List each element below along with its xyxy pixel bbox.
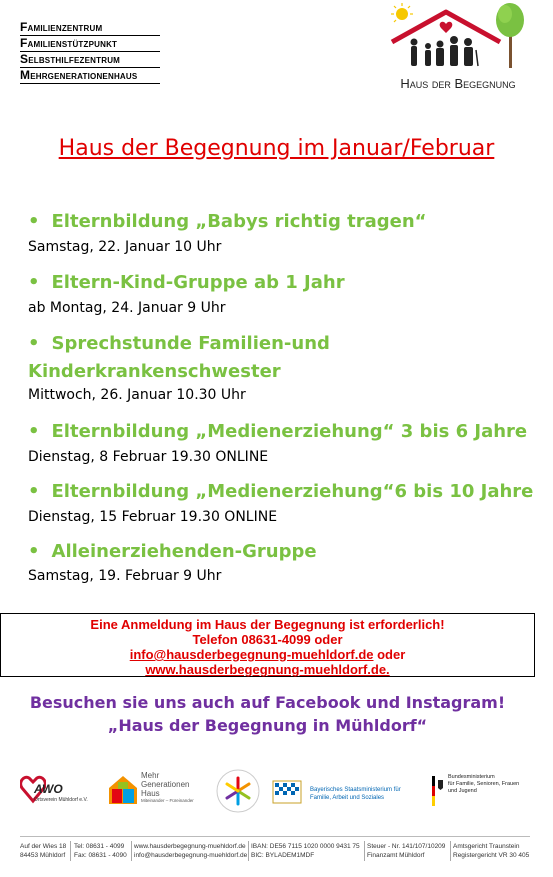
event-date-eltern-kind-gruppe: ab Montag, 24. Januar 9 Uhr [28,300,226,316]
registration-notice [0,613,535,677]
event-title-text: Eltern-Kind-Gruppe ab 1 Jahr [51,272,345,293]
email-link[interactable]: info@hausderbegegnung-muehldorf.de [129,647,374,662]
footer-court-register: Registergericht VR 30 405 [453,852,530,859]
event-title-text-line1: Sprechstunde Familien-und [51,333,330,354]
footer-address [20,842,66,860]
event-title-medienerziehung-6-10 [28,481,533,502]
event-title-text: Alleinerziehenden-Gruppe [51,541,317,562]
header-line-mehrgenerationenhaus: Mehrgenerationenhaus [20,68,160,84]
notice-line-email [1,647,534,662]
event-date-sprechstunde: Mittwoch, 26. Januar 10.30 Uhr [28,387,246,403]
bund-ministry-text [448,774,519,795]
footer-web-email: info@hausderbegegnung-muehldorf.de [134,852,248,859]
event-date-babys-tragen: Samstag, 22. Januar 10 Uhr [28,239,222,255]
mgh-line-3: Haus [141,789,160,798]
footer-web [134,842,247,860]
page-title: Haus der Begegnung im Januar/Februar [58,136,495,161]
footer-separator [248,841,249,861]
bund-line-1: Bundesministerium [448,774,495,780]
bayern-coat-of-arms-icon [272,780,302,804]
footer-tax-number: Steuer - Nr. 141/107/10209 [367,843,446,850]
bullet-icon: • [28,333,40,354]
footer-bank-iban: IBAN: DE56 7115 1020 0000 9431 75 [251,843,360,850]
bund-line-3: und Jugend [448,788,477,794]
header-line-familienstuetzpunkt: Familienstützpunkt [20,36,160,52]
notice-line-website [1,662,534,677]
mgh-logo-text [141,771,194,804]
event-title-medienerziehung-3-6 [28,421,527,442]
header-line-selbsthilfezentrum: Selbsthilfezentrum [20,52,160,68]
footer-separator [450,841,451,861]
event-title-text: Elternbildung „Medienerziehung“6 bis 10 Jahre [51,481,534,502]
notice-line-phone: Telefon 08631-4099 oder [192,632,343,647]
header-organization-list [20,20,160,84]
footer-separator [131,841,132,861]
awo-subtitle: Ortsverein Mühldorf e.V. [34,797,88,803]
footer-address-street: Auf der Wies 18 [20,843,67,850]
footer-tax [367,842,445,860]
footer-bank-bic: BIC: BYLADEM1MDF [251,852,315,859]
event-date-medienerziehung-6-10: Dienstag, 15 Februar 19.30 ONLINE [28,509,278,525]
event-date-alleinerziehenden: Samstag, 19. Februar 9 Uhr [28,568,222,584]
event-title-eltern-kind-gruppe [28,272,345,293]
bayern-line-1: Bayerisches Staatsministerium für [310,787,401,793]
footer-web-url: www.hausderbegegnung-muehldorf.de [134,843,246,850]
event-title-sprechstunde [28,333,330,354]
bullet-icon: • [28,272,40,293]
notice-line-registration: Eine Anmeldung im Haus der Begegnung ist erforderlich! [90,617,445,632]
footer-court [453,842,529,860]
mgh-subtitle: Miteinander – Füreinander [141,798,194,803]
event-title-text: Elternbildung „Medienerziehung“ 3 bis 6 Jahre [51,421,528,442]
mehrgenerationenhaus-icon [108,774,138,806]
bullet-icon: • [28,481,40,502]
event-title-babys-tragen [28,211,427,232]
mgh-line-2: Generationen [141,780,190,789]
footer-court-name: Amtsgericht Traunstein [453,843,520,850]
bayern-line-2: Familie, Arbeit und Soziales [310,795,385,801]
bullet-icon: • [28,541,40,562]
mgh-line-1: Mehr [141,771,160,780]
partner-logos [20,766,528,826]
event-title-sprechstunde-line2: Kinderkrankenschwester [28,361,281,382]
event-title-alleinerziehenden [28,541,317,562]
footer-divider [20,836,530,837]
awo-logo-text: AWO [34,782,63,796]
footer-tax-office: Finanzamt Mühldorf [367,852,425,859]
bullet-icon: • [28,421,40,442]
bund-flag-icon [432,776,444,806]
header-line-familienzentrum: Familienzentrum [20,20,160,36]
footer-address-city: 84453 Mühldorf [20,852,66,859]
footer-phone [74,842,127,860]
familienstuetzpunkt-icon [215,768,261,814]
footer-phone-fax: Fax: 08631 - 4090 [74,852,127,859]
website-link[interactable]: www.hausderbegegnung-muehldorf.de. [145,662,390,677]
event-date-medienerziehung-3-6: Dienstag, 8 Februar 19.30 ONLINE [28,449,269,465]
logo-caption: Haus der Begegnung [400,76,516,91]
footer-separator [70,841,71,861]
bullet-icon: • [28,211,40,232]
footer-phone-tel: Tel: 08631 - 4099 [74,843,125,850]
notice-email-suffix: oder [373,647,406,662]
social-line-1: Besuchen sie uns auch auf Facebook und Instagram! [29,693,506,712]
bund-line-2: für Familie, Senioren, Frauen [448,781,520,787]
event-title-text: Elternbildung „Babys richtig tragen“ [51,211,427,232]
footer-bank [251,842,360,860]
bayern-ministry-text [310,786,401,802]
footer-separator [364,841,365,861]
social-line-2: „Haus der Begegnung in Mühldorf“ [107,716,428,735]
